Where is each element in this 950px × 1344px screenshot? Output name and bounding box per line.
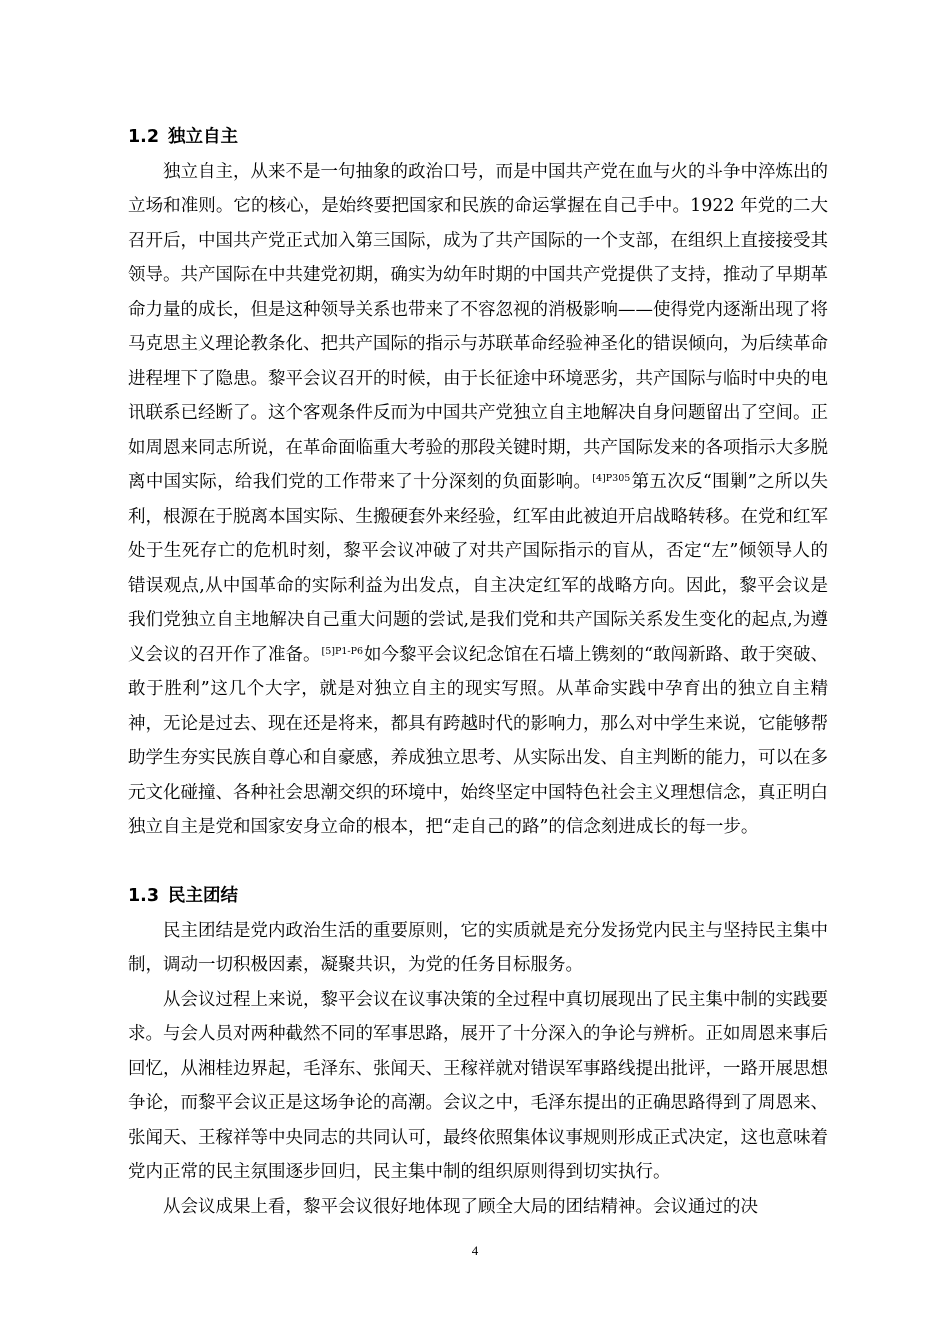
document-body [128,120,828,1224]
paragraph-text: 第五次反“围剿”之所以失利，根源在于脱离本国实际、生搬硬套外来经验，红军由此被迫开启战略转移。在党和红军处于生死存亡的危机时刻，黎平会议冲破了对共产国际指示的盲从，否定“左”倾领导人的错误观点,从中国革命的实际利益为出发点，自主决定红军的战略方向。因此，黎平会议是我们党独立自主地解决自己重大问题的尝试,是我们党和共产国际关系发生变化的起点,为遵义会议的召开作了准备。 [128,472,828,665]
paragraph-text: 独立自主，从来不是一句抽象的政治口号，而是中国共产党在血与火的斗争中淬炼出的立场和准则。它的核心，是始终要把国家和民族的命运掌握在自己手中。1922 年党的二大召开后，中国共产党正式加入第三国际，成为了共产国际的一个支部，在组织上直接接受其领导。共产国际在中共建党初期，确实为幼年时期的中国共产党提供了支持，推动了早期革命力量的成长，但是这种领导关系也带来了不容忽视的消极影响——使得党内逐渐出现了将马克思主义理论教条化、把共产国际的指示与苏联革命经验神圣化的错误倾向，为后续革命进程埋下了隐患。黎平会议召开的时候，由于长征途中环境恶劣，共产国际与临时中央的电讯联系已经断了。这个客观条件反而为中国共产党独立自主地解决自身问题留出了空间。正如周恩来同志所说，在革命面临重大考验的那段关键时期，共产国际发来的各项指示大多脱离中国实际，给我们党的工作带来了十分深刻的负面影响。 [128,161,828,492]
paragraph-meeting-process: 从会议过程上来说，黎平会议在议事决策的全过程中真切展现出了民主集中制的实践要求。与会人员对两种截然不同的军事思路，展开了十分深入的争论与辨析。正如周恩来事后回忆，从湘桂边界起，毛泽东、张闻天、王稼祥就对错误军事路线提出批评，一路开展思想争论，而黎平会议正是这场争论的高潮。会议之中，毛泽东提出的正确思路得到了周恩来、张闻天、王稼祥等中央同志的共同认可，最终依照集体议事规则形成正式决定，这也意味着党内正常的民主氛围逐步回归，民主集中制的组织原则得到切实执行。 [128,989,828,1182]
section-title: 独立自主 [168,127,239,147]
citation-reference: [5]P1-P6 [321,645,364,657]
section-number: 1.3 [128,886,160,906]
page-number: 4 [471,1243,479,1258]
section-heading-1-3 [128,879,828,914]
paragraph-text: 如今黎平会议纪念馆在石墙上镌刻的“敢闯新路、敢于突破、敢于胜利”这几个大字，就是对独立自主的现实写照。从革命实践中孕育出的独立自主精神，无论是过去、现在还是将来，都具有跨越时代的影响力，那么对中学生来说，它能够帮助学生夯实民族自尊心和自豪感，养成独立思考、从实际出发、自主判断的能力，可以在多元文化碰撞、各种社会思潮交织的环境中，始终坚定中国特色社会主义理想信念，真正明白独立自主是党和国家安身立命的根本，把“走自己的路”的信念刻进成长的每一步。 [128,644,828,837]
paragraph-meeting-results: 从会议成果上看，黎平会议很好地体现了顾全大局的团结精神。会议通过的决 [163,1196,758,1217]
paragraph-independence [128,155,828,845]
citation-reference: [4]P305 [592,473,631,484]
section-spacer [128,845,828,880]
paragraph-democracy-intro: 民主团结是党内政治生活的重要原则，它的实质就是充分发扬党内民主与坚持民主集中制，调动一切积极因素，凝聚共识，为党的任务目标服务。 [128,920,828,975]
section-number: 1.2 [128,127,160,147]
section-title: 民主团结 [168,886,239,906]
section-heading-1-2 [128,120,828,155]
